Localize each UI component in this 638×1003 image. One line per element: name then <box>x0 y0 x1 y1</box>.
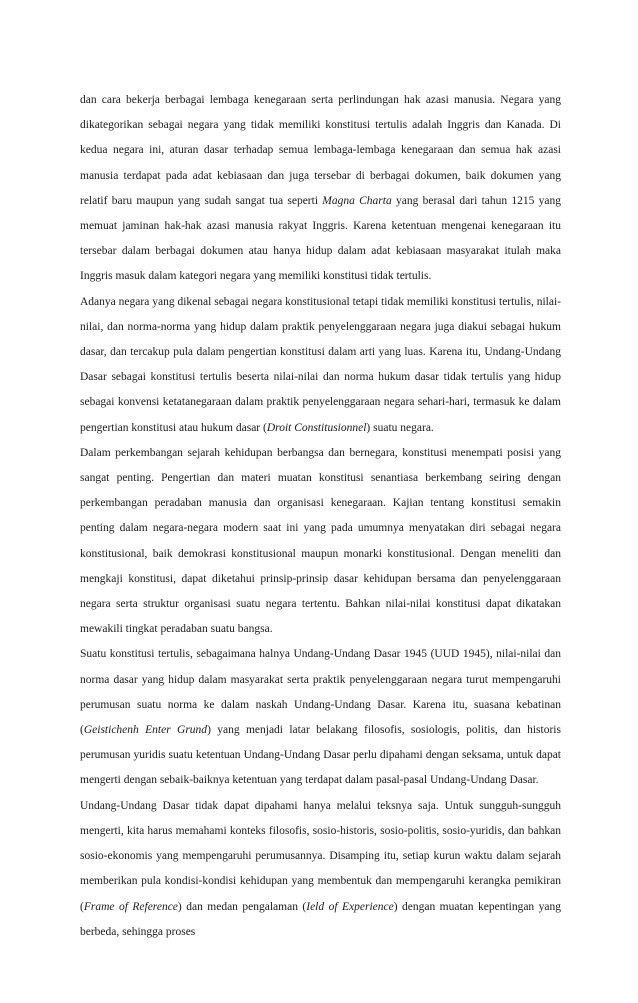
paragraph-text: ) dengan muatan kepentingan yang berbeda, sehingga proses <box>80 900 562 938</box>
paragraph-text: Adanya negara yang dikenal sebagai negara konstitusional tetapi tidak memiliki konstitusi tertulis, nilai-nilai, dan norma-norma yang hidup dalam praktik penyelenggaraan negara juga diakui sebagai hukum dasar, dan tercakup pula dalam pengertian konstitusi dalam arti yang luas. Karena itu, Undang-Undang Dasar sebagai konstitusi tertulis beserta nilai-nilai dan norma hukum dasar tidak tertulis yang hidup sebagai konvensi ketatanegaraan dalam praktik penyelenggaraan negara sehari-hari, termasuk ke dalam pengertian konstitusi atau hukum dasar ( <box>80 295 561 434</box>
document-page <box>80 88 561 945</box>
paragraph-3 <box>80 441 561 643</box>
paragraph-text: dan cara bekerja berbagai lembaga kenegaraan serta perlindungan hak azasi manusia. Negara yang dikategorikan sebagai negara yang tidak memiliki konstitusi tertulis adalah Inggris dan Kanada. Di kedua negara ini, aturan dasar terhadap semua lembaga-lembaga kenegaraan dan semua hak azasi manusia terdapat pada adat kebiasaan dan juga tersebar di berbagai dokumen, baik dokumen yang relatif baru maupun yang sudah sangat tua seperti <box>80 94 561 207</box>
paragraph-text: Undang-Undang Dasar tidak dapat dipahami hanya melalui teksnya saja. Untuk sungguh-sungguh mengerti, kita harus memahami konteks filosofis, sosio-historis, sosio-politis, sosio-yuridis, dan bahkan sosio-ekonomis yang mempengaruhi perumusannya. Disamping itu, setiap kurun waktu dalam sejarah memberikan pula kondisi-kondisi kehidupan yang membentuk dan mempengaruhi kerangka pemikiran ( <box>80 799 561 913</box>
paragraph-text: yang berasal dari tahun 1215 yang memuat jaminan hak-hak azasi manusia rakyat Inggris. Karena ketentuan mengenai kenegaraan itu tersebar dalam berbagai dokumen atau hanya hidup dalam adat kebiasaan masyarakat itulah maka Inggris masuk dalam kategori negara yang memiliki konstitusi tidak tertulis. <box>80 194 562 283</box>
italic-term: Frame of Reference <box>83 900 178 913</box>
italic-term: Droit Constitusionnel <box>266 421 367 434</box>
paragraph-2 <box>80 290 561 441</box>
paragraph-text: ) suatu negara. <box>366 421 434 434</box>
paragraph-text: Suatu konstitusi tertulis, sebagaimana halnya Undang-Undang Dasar 1945 (UUD 1945), nilai-nilai dan norma dasar yang hidup dalam masyarakat serta praktik penyelenggaraan negara turut mempengaruhi perumusan suatu norma ke dalam naskah Undang-Undang Dasar. Karena itu, suasana kebatinan ( <box>80 648 561 737</box>
italic-term: Magna Charta <box>322 194 392 207</box>
paragraph-text: Dalam perkembangan sejarah kehidupan berbangsa dan bernegara, konstitusi menempati posisi yang sangat penting. Pengertian dan materi muatan konstitusi senantiasa berkembang seiring dengan perkembangan peradaban manusia dan organisasi kenegaraan. Kajian tentang konstitusi semakin penting dalam negara-negara modern saat ini yang pada umumnya menyatakan diri sebagai negara konstitusional, baik demokrasi konstitusional maupun monarki konstitusional. Dengan meneliti dan mengkaji konstitusi, dapat diketahui prinsip-prinsip dasar kehidupan bersama dan penyelenggaraan negara serta struktur organisasi suatu negara tertentu. Bahkan nilai-nilai konstitusi dapat dikatakan mewakili tingkat peradaban suatu bangsa. <box>80 446 561 636</box>
paragraph-text: ) dan medan pengalaman ( <box>177 900 307 913</box>
paragraph-4 <box>80 642 561 793</box>
italic-term: Geistichenh Enter Grund <box>83 724 208 737</box>
paragraph-1 <box>80 88 561 290</box>
italic-term: Ield of Experience <box>306 900 394 913</box>
paragraph-5 <box>80 794 561 945</box>
paragraph-text: ) yang menjadi latar belakang filosofis, sosiologis, politis, dan historis perumusan yuridis suatu ketentuan Undang-Undang Dasar perlu dipahami dengan seksama, untuk dapat mengerti dengan sebaik-baiknya ketentuan yang terdapat dalam pasal-pasal Undang-Undang Dasar. <box>80 724 561 787</box>
